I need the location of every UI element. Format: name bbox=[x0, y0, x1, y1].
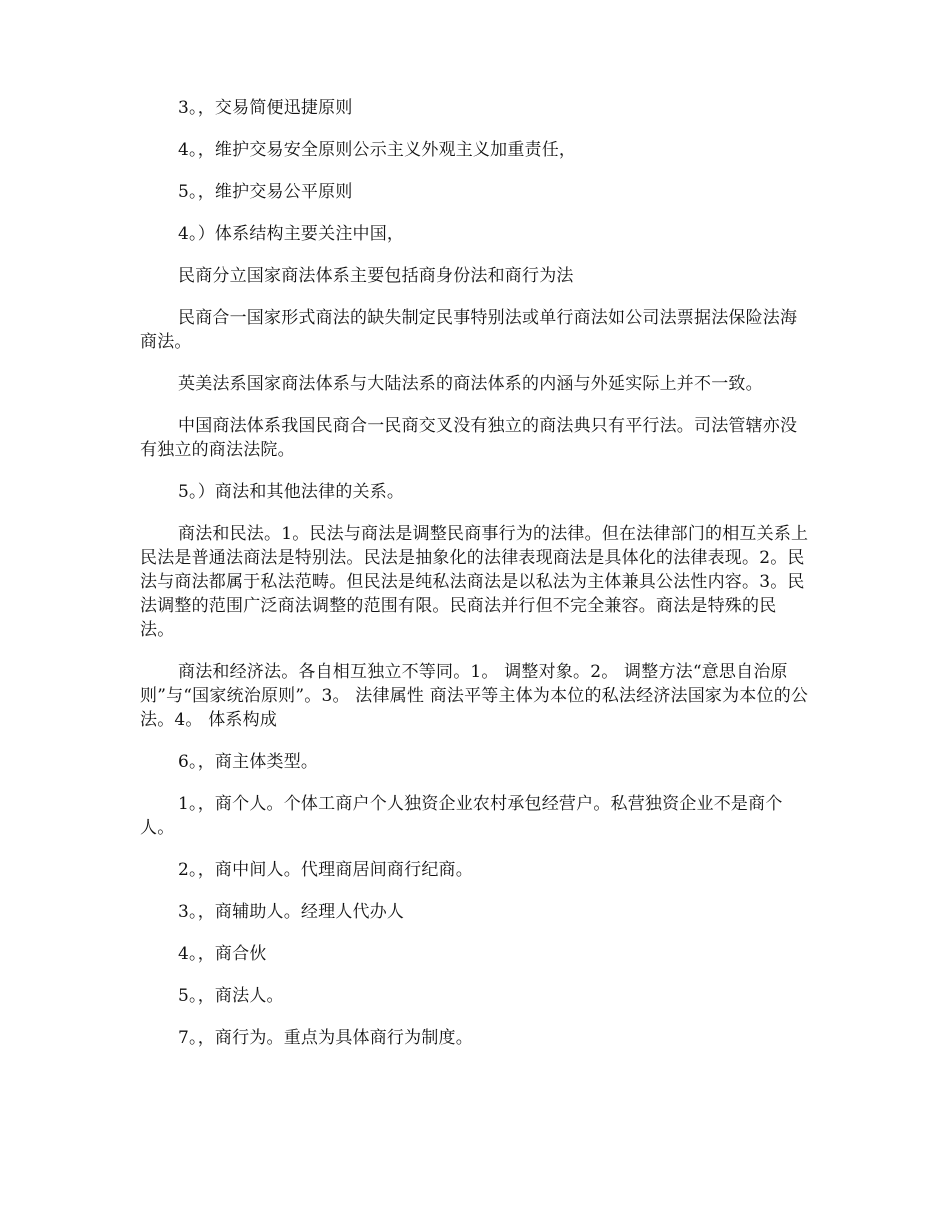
paragraph-12: 6。，商主体类型。 bbox=[178, 752, 319, 772]
paragraph-9: 5。）商法和其他法律的关系。 bbox=[178, 482, 405, 502]
paragraph-5: 民商分立国家商法体系主要包括商身份法和商行为法 bbox=[178, 266, 574, 286]
paragraph-7: 英美法系国家商法体系与大陆法系的商法体系的内涵与外延实际上并不一致。 bbox=[178, 374, 763, 394]
paragraph-4: 4。）体系结构主要关注中国， bbox=[178, 224, 405, 244]
document-body bbox=[140, 96, 810, 1068]
paragraph-1: 3。，交易简便迅捷原则 bbox=[178, 98, 353, 118]
paragraph-14: 2。，商中间人。代理商居间商行纪商。 bbox=[178, 860, 473, 880]
paragraph-13: 1。，商个人。个体工商户个人独资企业农村承包经营户。私营独资企业不是商个人。 bbox=[140, 794, 783, 838]
paragraph-10: 商法和民法。1。民法与商法是调整民商事行为的法律。但在法律部门的相互关系上民法是普通法商法是特别法。民法是抽象化的法律表现商法是具体化的法律表现。2。民法与商法都属于私法范畴。但民法是纯私法商法是以私法为主体兼具公法性内容。3。民法调整的范围广泛商法调整的范围有限。民商法并行但不完全兼容。商法是特殊的民法。 bbox=[140, 524, 809, 640]
paragraph-2: 4。，维护交易安全原则公示主义外观主义加重责任， bbox=[178, 140, 577, 160]
paragraph-16: 4。，商合伙 bbox=[178, 944, 267, 964]
paragraph-15: 3。，商辅助人。经理人代办人 bbox=[178, 902, 405, 922]
paragraph-18: 7。，商行为。重点为具体商行为制度。 bbox=[178, 1028, 473, 1048]
paragraph-6: 民商合一国家形式商法的缺失制定民事特别法或单行商法如公司法票据法保险法海商法。 bbox=[140, 308, 798, 352]
paragraph-11: 商法和经济法。各自相互独立不等同。1。 调整对象。2。 调整方法“意思自治原则”与“国家统治原则”。3。 法律属性 商法平等主体为本位的私法经济法国家为本位的公法。4。 体系构成 bbox=[140, 662, 809, 730]
paragraph-8: 中国商法体系我国民商合一民商交叉没有独立的商法典只有平行法。司法管辖亦没有独立的商法法院。 bbox=[140, 416, 798, 460]
paragraph-17: 5。，商法人。 bbox=[178, 986, 284, 1006]
paragraph-3: 5。，维护交易公平原则 bbox=[178, 182, 353, 202]
